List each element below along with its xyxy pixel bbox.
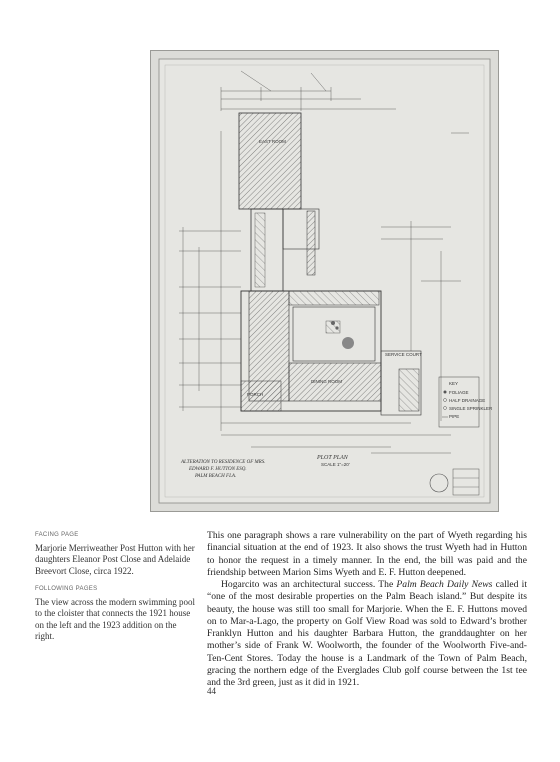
legend-item-4: PIPE <box>449 414 460 419</box>
body-text <box>207 530 527 689</box>
plan-svg <box>151 51 498 511</box>
legend-title: KEY <box>449 381 459 386</box>
east-wing <box>239 113 301 209</box>
legend-item-2: HALF DRAINAGE <box>449 398 486 403</box>
paragraph-2-start: Hogarcito was an architectural success. The <box>221 579 397 590</box>
plan-scale: SCALE 1"=20' <box>321 462 350 467</box>
paragraph-2-rest: called it “one of the most desirable properties on the Palm Beach island.” But despite its beauty, the house was still too small for Marjorie. When the E. F. Huttons moved on to Mar-a-Lago, the property on Golf View Road was sold to Edward’s brother Franklyn Hutton and his daughter Barbara Hutton, the granddaughter on her mother’s side of Frank W. Woolworth, the founder of the Woolworth Five-and-Ten-Cent Stores. Today the house is a Landmark of the Town of Palm Beach, gracing the northern edge of the Everglades Club golf course between the 1st tee and the 3rd green, just as it did in 1921. <box>207 579 528 688</box>
porch-label: PORCH <box>247 392 264 397</box>
architectural-plan-drawing <box>150 50 499 512</box>
legend-item-3: SINGLE SPRINKLER <box>449 406 493 411</box>
note-line-3: PALM BEACH FLA. <box>195 474 237 479</box>
dining-room-label: DINING ROOM <box>311 379 342 384</box>
caption-column <box>35 530 195 650</box>
plan-title: PLOT PLAN <box>317 455 348 461</box>
facing-page-heading: FACING PAGE <box>35 532 79 538</box>
following-pages-caption: The view across the modern swimming pool to the cloister that connects the 1921 house on the left and the 1923 addition on the right. <box>35 596 195 641</box>
note-line-1: ALTERATION TO RESIDENCE OF MRS. <box>181 460 266 465</box>
newspaper-title: Palm Beach Daily News <box>396 579 493 590</box>
note-line-2: EDWARD F. HUTTON ESQ. <box>189 467 247 472</box>
page-number: 44 <box>207 686 216 696</box>
facing-page-caption: Marjorie Merriweather Post Hutton with her daughters Eleanor Post Close and Adelaide Breevort Close, circa 1922. <box>35 542 195 576</box>
east-room-label: EAST ROOM <box>259 139 286 144</box>
following-pages-heading: FOLLOWING PAGES <box>35 586 98 592</box>
legend-item-1: FOLIAGE <box>449 390 469 395</box>
paragraph-2 <box>207 579 527 689</box>
paragraph-1: This one paragraph shows a rare vulnerability on the part of Wyeth regarding his financial situation at the end of 1923. It also shows the trust Wyeth had in Hutton to honor the request in a timely manner. In the end, the bill was paid and the friendship between Marion Sims Wyeth and E. F. Hutton deepened. <box>207 530 527 578</box>
service-court-label: SERVICE COURT <box>385 352 422 357</box>
